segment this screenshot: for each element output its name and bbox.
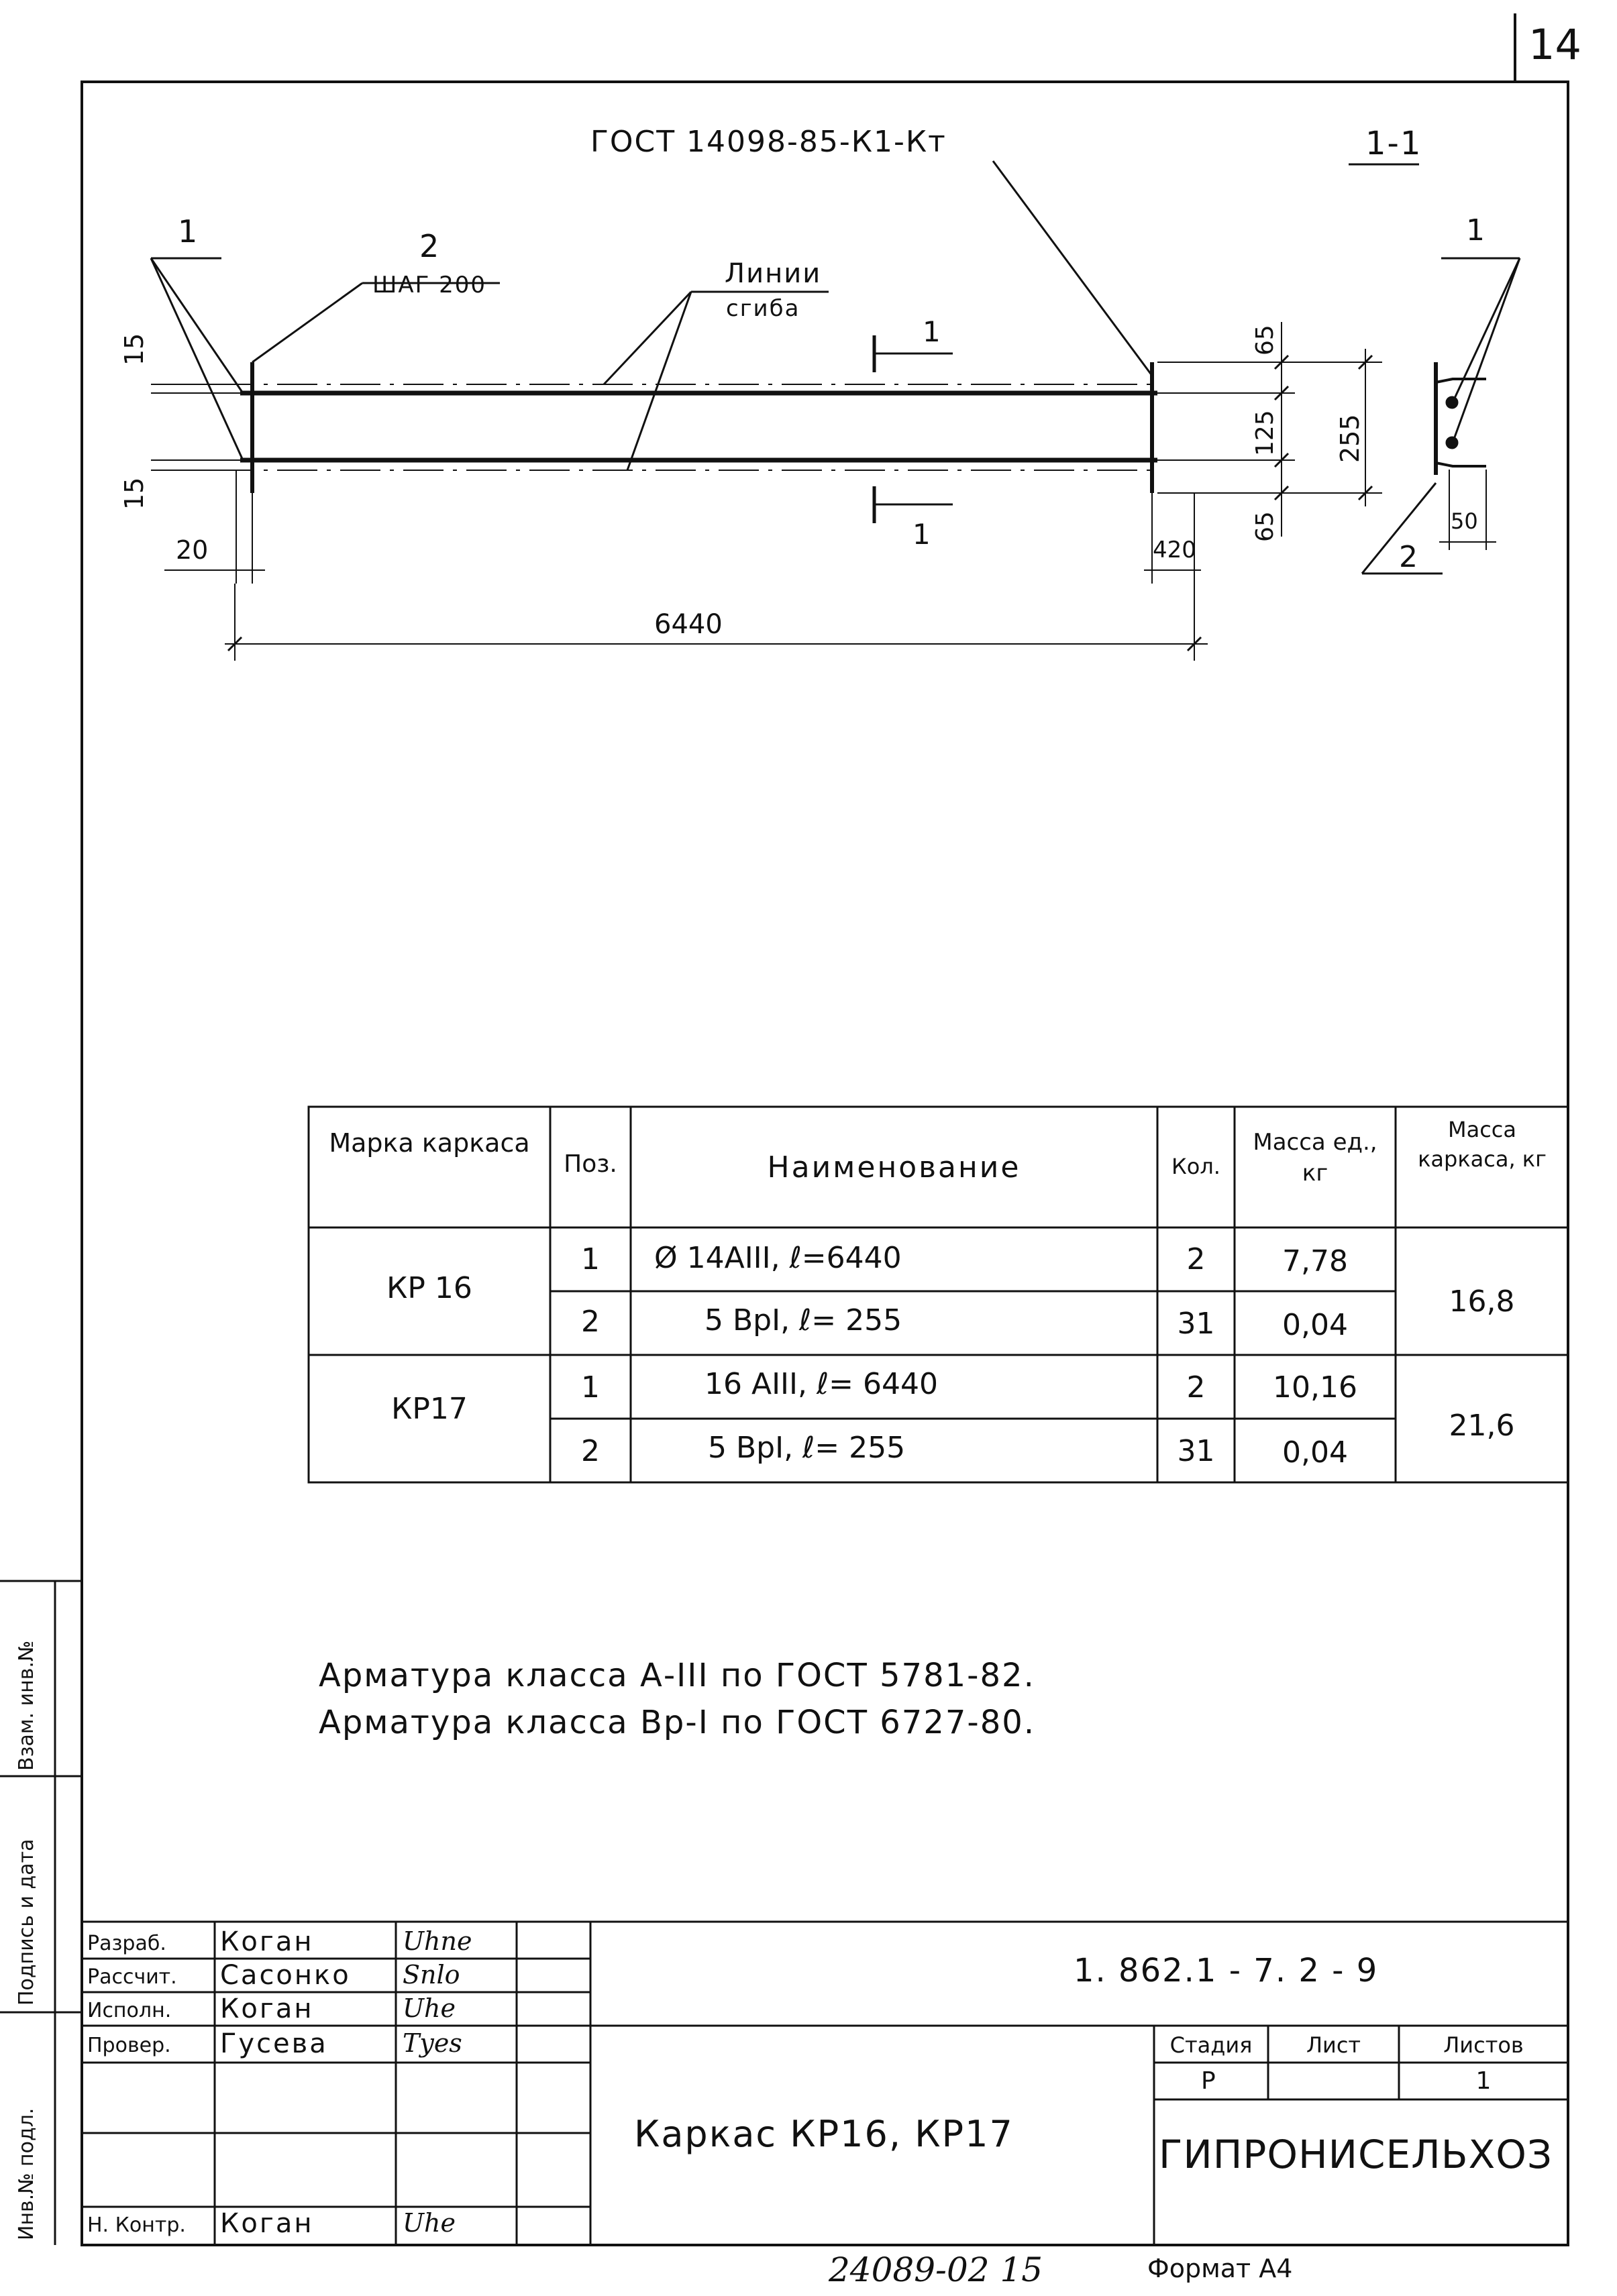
g1-r1-name: Ø 14АIII, ℓ=6440	[654, 1241, 902, 1275]
dim-125: 125	[1251, 410, 1279, 456]
dim-255: 255	[1335, 414, 1365, 463]
gost-label: ГОСТ 14098-85-К1-Кт	[590, 125, 947, 159]
g1-r2-name: 5 ВрI, ℓ= 255	[705, 1303, 902, 1337]
group-1-mark: КР 16	[386, 1271, 472, 1305]
sign-1: Snlo	[403, 1960, 460, 1989]
g2-r1-name: 16 АIII, ℓ= 6440	[705, 1367, 938, 1401]
th-frame-mass: Масса каркаса, кг	[1418, 1117, 1547, 1172]
name-1: Сасонко	[220, 1960, 351, 1991]
pos1-label: 1	[178, 213, 198, 250]
dim-65-top: 65	[1251, 325, 1279, 356]
th-name: Наименование	[767, 1150, 1021, 1185]
th-qty: Кол.	[1171, 1154, 1220, 1179]
section-title: 1-1	[1365, 125, 1422, 162]
name-0: Коган	[220, 1926, 314, 1957]
stage-label: Стадия	[1169, 2032, 1253, 2058]
sec-pos2: 2	[1399, 540, 1418, 574]
role-6: Н. Контр.	[87, 2213, 186, 2237]
dim-20: 20	[176, 535, 209, 565]
group-1-frame-mass: 16,8	[1449, 1284, 1515, 1319]
side-sign-date-label: Подпись и дата	[15, 1839, 38, 2006]
sheets-label: Листов	[1443, 2032, 1524, 2058]
stage-value: Р	[1201, 2067, 1216, 2095]
dim-6440: 6440	[654, 609, 723, 640]
role-0: Разраб.	[87, 1932, 166, 1955]
archive-number: 24089-02 15	[829, 2250, 1043, 2289]
doc-code: 1. 862.1 - 7. 2 - 9	[1074, 1952, 1379, 1989]
g1-r1-qty: 2	[1186, 1242, 1206, 1276]
sheet-number: 14	[1528, 20, 1581, 69]
sign-6: Uhe	[403, 2208, 456, 2238]
step-label: ШАГ 200	[372, 272, 487, 298]
section-mark-bottom: 1	[912, 518, 931, 551]
th-pos: Поз.	[564, 1150, 617, 1178]
g2-r2-unit-mass: 0,04	[1282, 1435, 1348, 1470]
g1-r1-unit-mass: 7,78	[1282, 1244, 1348, 1278]
sheet-label: Лист	[1306, 2032, 1361, 2058]
sign-3: Tyes	[403, 2028, 462, 2058]
sheets-value: 1	[1475, 2067, 1492, 2095]
sec-pos1: 1	[1466, 213, 1485, 248]
g1-r1-pos: 1	[581, 1242, 600, 1276]
dim-65-bottom: 65	[1251, 511, 1279, 542]
note-1: Арматура класса А-III по ГОСТ 5781-82.	[319, 1657, 1035, 1694]
g2-r2-name: 5 ВрI, ℓ= 255	[708, 1431, 906, 1465]
dim-15-top: 15	[119, 333, 149, 366]
g1-r2-pos: 2	[581, 1305, 600, 1339]
name-2: Коган	[220, 1993, 314, 2024]
side-inv-label: Инв.№ подл.	[15, 2108, 38, 2240]
bend-lines-label-2: сгиба	[726, 295, 800, 322]
g1-r2-qty: 31	[1177, 1307, 1215, 1341]
side-replace-label: Взам. инв.№	[15, 1640, 38, 1771]
dim-420: 420	[1153, 537, 1196, 563]
bend-lines-label: Линии	[725, 258, 822, 289]
organization: ГИПРОНИСЕЛЬХОЗ	[1159, 2132, 1553, 2177]
dim-50: 50	[1451, 508, 1478, 534]
dim-15-bottom: 15	[119, 477, 149, 510]
pos2-label: 2	[419, 228, 439, 264]
g2-r2-qty: 31	[1177, 1434, 1215, 1468]
group-2-mark: КР17	[391, 1392, 468, 1426]
role-2: Исполн.	[87, 1999, 172, 2022]
group-2-frame-mass: 21,6	[1449, 1409, 1515, 1443]
th-unit-mass: Масса ед., кг	[1253, 1129, 1377, 1187]
g2-r1-unit-mass: 10,16	[1273, 1370, 1357, 1405]
g2-r2-pos: 2	[581, 1434, 600, 1468]
name-3: Гусева	[220, 2028, 328, 2059]
doc-title: Каркас КР16, КР17	[634, 2113, 1014, 2155]
g2-r1-pos: 1	[581, 1370, 600, 1405]
g1-r2-unit-mass: 0,04	[1282, 1308, 1348, 1342]
g2-r1-qty: 2	[1186, 1370, 1206, 1405]
th-mark: Марка каркаса	[329, 1128, 530, 1158]
format-label: Формат А4	[1147, 2254, 1293, 2283]
sign-0: Uhne	[403, 1926, 472, 1956]
role-3: Провер.	[87, 2034, 171, 2057]
sign-2: Uhe	[403, 1993, 456, 2023]
section-mark-top: 1	[923, 315, 941, 348]
note-2: Арматура класса Вр-I по ГОСТ 6727-80.	[319, 1704, 1036, 1741]
role-1: Рассчит.	[87, 1965, 177, 1989]
name-6: Коган	[220, 2208, 314, 2239]
